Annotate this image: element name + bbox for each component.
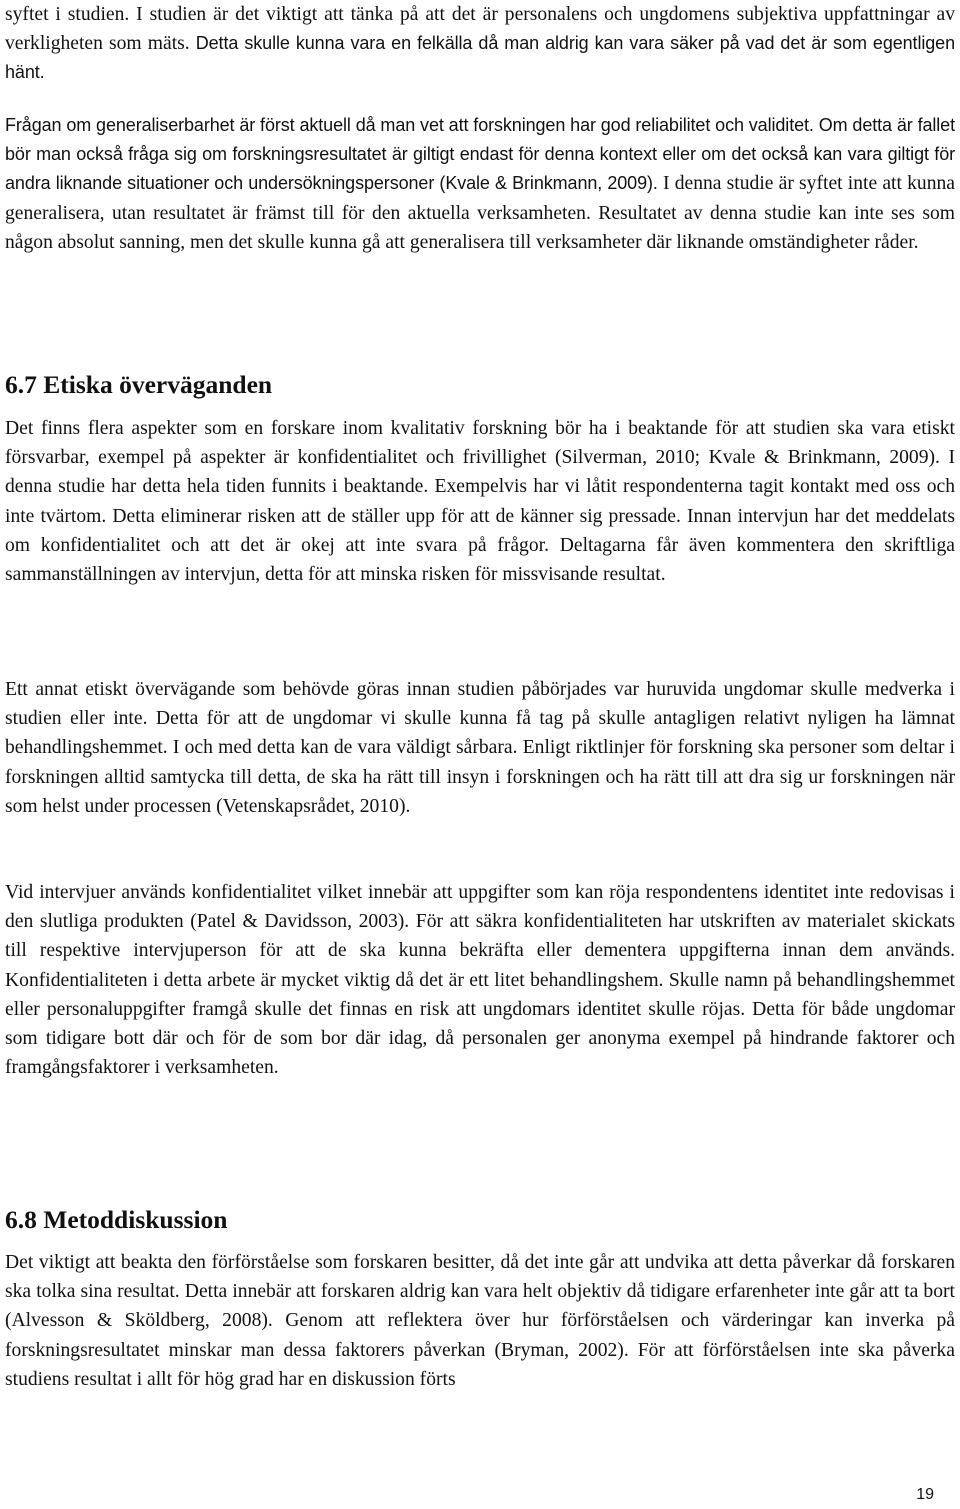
text-segment: Det finns flera aspekter som en forskare inom kvalitativ forskning bör ha i beaktande för att studien ska vara etiskt försvarbar, exempel på aspekter är konfidentialitet och frivillighet (Silverman, 2010; Kvale & Brinkmann, 2009). I denna studie har detta hela tiden funnits i beaktande. Exempelvis har vi låtit respondenterna tagit kontakt med oss och inte tvärtom. Detta eliminerar risken att de ställer upp för att de känner sig pressade. Innan intervjun har det meddelats om konfidentialitet och att det är okej att inte svara på frågor. Deltagarna får även kommentera den skriftliga sammanställningen av intervjun, detta för att minska risken för missvisande resultat. [5, 418, 955, 586]
text-segment: syftet i studien. I studien är det viktigt att tänka på att det är personalens och ungdomens subjektiva uppfattningar av verkligheten som mäts. [5, 4, 955, 55]
text-segment: Det viktigt att beakta den förförståelse som forskaren besitter, då det inte går att undvika att detta påverkar då forskaren ska tolka sina resultat. Detta innebär att forskaren aldrig kan vara helt objektiv då tidigare erfarenheter inte går att ta bort (Alvesson & Sköldberg, 2008). Genom att reflektera över hur förförståelsen och värderingar kan inverka på forskningsresultatet minskar man dessa faktorers påverkan (Bryman, 2002). För att förförståelsen inte ska påverka studiens resultat i allt för hög grad har en diskussion förts [5, 1252, 955, 1390]
text-segment: I denna studie är syftet inte att kunna generalisera, utan resultatet är främst till för den aktuella verksamheten. Resultatet av denna studie kan inte ses som någon absolut sanning, men det skulle kunna gå att generalisera till verksamheter där liknande omständigheter råder. [5, 173, 955, 253]
text-segment: Ett annat etiskt övervägande som behövde göras innan studien påbörjades var huruvida ungdomar skulle medverka i studien eller inte. Detta för att de ungdomar vi skulle kunna få tag på skulle antagligen relativt nyligen ha lämnat behandlingshemmet. I och med detta kan de vara väldigt sårbara. Enligt riktlinjer för forskning ska personer som deltar i forskningen alltid samtycka till detta, de ska ha rätt till insyn i forskningen och ha rätt till att dra sig ur forskningen när som helst under processen (Vetenskapsrådet, 2010). [5, 679, 955, 817]
text-segment: Frågan om generaliserbarhet är först aktuell då man vet att forskningen har god reliabilitet och validitet. Om detta är fallet bör man också fråga sig om forskningsresultatet är giltigt endast för denna kontext eller om det också kan vara giltigt för andra liknande situationer och undersökningspersoner (Kvale & Brinkmann, 2009). [5, 115, 955, 194]
paragraph-preunderstanding [5, 1248, 955, 1394]
section-heading-ethics: 6.7 Etiska överväganden [5, 370, 273, 399]
section-heading-method-discussion: 6.8 Metoddiskussion [5, 1205, 228, 1234]
paragraph-study-purpose [5, 0, 955, 88]
text-segment: Vid intervjuer används konfidentialitet vilket innebär att uppgifter som kan röja respondentens identitet inte redovisas i den slutliga produkten (Patel & Davidsson, 2003). För att säkra konfidentialiteten har utskriften av materialet skickats till respektive intervjuperson för att de ska kunna bekräfta eller dementera uppgifterna innan dem används. Konfidentialiteten i detta arbete är mycket viktig då det är ett litet behandlingshem. Skulle namn på behandlingshemmet eller personaluppgifter framgå skulle det finnas en risk att ungdomars identitet skulle röjas. Detta för både ungdomar som tidigare bott där och för de som bor där idag, då personalen ger anonyma exempel på hindrande faktorer och framgångsfaktorer i verksamheten. [5, 882, 955, 1079]
text-segment: Detta skulle kunna vara en felkälla då man aldrig kan vara säker på vad det är som egentligen hänt. [5, 33, 955, 83]
paragraph-ethics-aspects [5, 414, 955, 589]
paragraph-generalizability [5, 111, 955, 257]
paragraph-confidentiality [5, 878, 955, 1082]
page-number: 19 [916, 1486, 934, 1503]
paragraph-youth-participation [5, 675, 955, 821]
